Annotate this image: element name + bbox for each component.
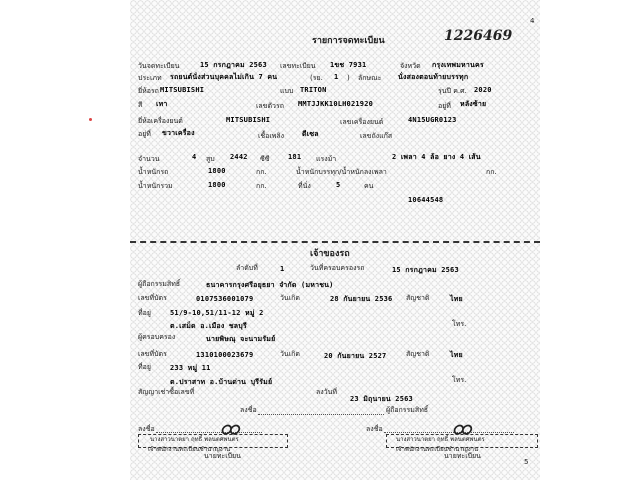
possessor-address-1: 233 หมู่ 11: [170, 364, 211, 372]
weight: 1800: [208, 167, 226, 175]
cylinder-unit: สูบ: [206, 155, 215, 163]
horsepower: 181: [288, 153, 302, 161]
left-sign-line: [156, 432, 262, 433]
model-year-label: รุ่นปี ค.ศ.: [438, 87, 467, 95]
gross-weight-unit: กก.: [256, 182, 267, 190]
owner-id: 0107536001079: [196, 295, 254, 303]
owner-section-title: เจ้าของรถ: [310, 249, 350, 259]
owner-address-2: ต.เสม็ด อ.เมือง ชลบุรี: [170, 322, 247, 330]
document-serial: 10644548: [408, 196, 444, 204]
holder-sign-line: [258, 414, 384, 415]
engine-brand-label: ยี่ห้อเครื่องยนต์: [138, 117, 183, 125]
weight-label: น้ำหนักรถ: [138, 168, 169, 176]
handwritten-reference: 1226469: [444, 28, 513, 44]
chassis-number: MMTJJKK10LH021920: [298, 100, 374, 108]
reg-date: 15 กรกฎาคม 2563: [200, 61, 267, 69]
load-unit: กก.: [486, 168, 497, 176]
brand: MITSUBISHI: [160, 86, 205, 94]
code-label: (รย.: [310, 74, 323, 82]
section-divider: [130, 241, 540, 243]
possessor-address-2: ต.ปราสาท อ.บ้านด่าน บุรีรัมย์: [170, 378, 273, 386]
left-signature: ထ: [220, 415, 240, 439]
hp-unit: แรงม้า: [316, 155, 337, 163]
vehicle-code: 1: [334, 73, 339, 81]
possessor-tel-label: โทร.: [452, 376, 467, 384]
left-officer-title: เจ้าพนักงานทะเบียนชำนาญงาน: [148, 446, 231, 453]
seats-label: ที่นั่ง: [298, 182, 311, 190]
province: กรุงเทพมหานคร: [432, 61, 484, 69]
load-label: น้ำหนักบรรทุก/น้ำหนักลงเพลา: [296, 168, 387, 176]
page-number-bottom: 5: [524, 458, 529, 466]
model-label: แบบ: [280, 87, 294, 95]
gross-weight-label: น้ำหนักรวม: [138, 182, 173, 190]
color-label: สี: [138, 101, 143, 109]
right-signature: ထ: [452, 415, 472, 439]
cc-unit: ซีซี: [260, 155, 270, 163]
possessor-id-label: เลขที่บัตร: [138, 350, 167, 358]
order-label: ลำดับที่: [236, 264, 258, 272]
code-close: ): [347, 74, 350, 82]
contract-date-label: ลงวันที่: [316, 388, 338, 396]
plate-number: 1ขช 7931: [330, 61, 367, 69]
reg-date-label: วันจดทะเบียน: [138, 62, 180, 70]
fuel-label: เชื้อเพลิง: [258, 132, 285, 140]
holder-sign-label: ลงชื่อ: [240, 406, 257, 414]
right-sign-line: [384, 432, 514, 433]
fuel: ดีเซล: [302, 130, 319, 138]
owner-nation: ไทย: [450, 295, 463, 303]
engine-cc: 2442: [230, 153, 248, 161]
owner-birth: 28 กันยายน 2536: [330, 295, 393, 303]
right-officer-name: นางสาวนาตยา ฤทธิ์ พลนตศพนตร: [396, 436, 485, 443]
right-registrar-label: นายทะเบียน: [444, 452, 481, 460]
possessor-name: นายพิษณุ จะนามรัมย์: [206, 335, 276, 343]
chassis-pos-label: อยู่ที่: [438, 102, 451, 110]
cylinder-label: จำนวน: [138, 155, 160, 163]
holder-label: ผู้ถือกรรมสิทธิ์: [386, 406, 429, 414]
owner-id-label: เลขที่บัตร: [138, 294, 167, 302]
contract-label: สัญญาเช่าซื้อเลขที่: [138, 388, 195, 396]
possessor-label: ผู้ครอบครอง: [138, 333, 176, 341]
owner-birth-label: วันเกิด: [280, 294, 300, 302]
possessor-id: 1310100023679: [196, 351, 254, 359]
red-dot-marker: [89, 118, 92, 121]
page-number-top: 4: [530, 17, 535, 25]
color: เทา: [156, 100, 168, 108]
owner-label: ผู้ถือกรรมสิทธิ์: [138, 280, 181, 288]
left-sign-label: ลงชื่อ: [138, 425, 155, 433]
possessor-nation: ไทย: [450, 351, 463, 359]
weight-unit: กก.: [256, 168, 267, 176]
possess-date: 15 กรกฎาคม 2563: [392, 266, 459, 274]
right-sign-label: ลงชื่อ: [366, 425, 383, 433]
style-label: ลักษณะ: [358, 74, 382, 82]
vehicle-style: นั่งสองตอนท้ายบรรทุก: [398, 73, 469, 81]
axles-wheels: 2 เพลา 4 ล้อ ยาง 4 เส้น: [392, 153, 481, 161]
owner-nation-label: สัญชาติ: [406, 294, 430, 302]
model: TRITON: [300, 86, 327, 94]
province-label: จังหวัด: [400, 62, 421, 70]
possessor-addr-label: ที่อยู่: [138, 363, 151, 371]
model-year: 2020: [474, 86, 492, 94]
possessor-nation-label: สัญชาติ: [406, 350, 430, 358]
engine-number: 4N15UGR0123: [408, 116, 457, 124]
gross-weight: 1800: [208, 181, 226, 189]
engine-no-label: เลขเครื่องยนต์: [340, 118, 384, 126]
owner-address-1: 51/9-10,51/11-12 หมู่ 2: [170, 309, 264, 317]
gas-tank-label: เลขถังแก๊ส: [360, 132, 393, 140]
chassis-position: หลังซ้าย: [460, 100, 487, 108]
vehicle-type: รถยนต์นั่งส่วนบุคคลไม่เกิน 7 คน: [170, 73, 278, 81]
order-number: 1: [280, 265, 285, 273]
owner-addr-label: ที่อยู่: [138, 309, 151, 317]
document-title: รายการจดทะเบียน: [312, 36, 385, 46]
possess-date-label: วันที่ครอบครองรถ: [310, 264, 365, 272]
left-officer-name: นางสาวนาตยา ฤทธิ์ พลนตศพนตร: [150, 436, 239, 443]
contract-date: 23 มิถุนายน 2563: [350, 395, 413, 403]
seats-unit: คน: [364, 182, 374, 190]
registration-document: [130, 0, 540, 480]
possessor-birth: 20 กันยายน 2527: [324, 352, 387, 360]
engine-pos-label: อยู่ที่: [138, 130, 151, 138]
left-registrar-label: นายทะเบียน: [204, 452, 241, 460]
seats: 5: [336, 181, 341, 189]
type-label: ประเภท: [138, 74, 162, 82]
engine-position: ขวาเครื่อง: [162, 129, 195, 137]
engine-brand: MITSUBISHI: [226, 116, 271, 124]
brand-label: ยี่ห้อรถ: [138, 87, 159, 95]
chassis-label: เลขตัวรถ: [256, 102, 284, 110]
possessor-birth-label: วันเกิด: [280, 350, 300, 358]
right-officer-title: เจ้าพนักงานทะเบียนชำนาญงาน: [396, 446, 479, 453]
cylinders: 4: [192, 153, 197, 161]
owner-tel-label: โทร.: [452, 320, 467, 328]
plate-label: เลขทะเบียน: [280, 62, 316, 70]
owner-name: ธนาคารกรุงศรีอยุธยา จำกัด (มหาชน): [206, 281, 334, 289]
